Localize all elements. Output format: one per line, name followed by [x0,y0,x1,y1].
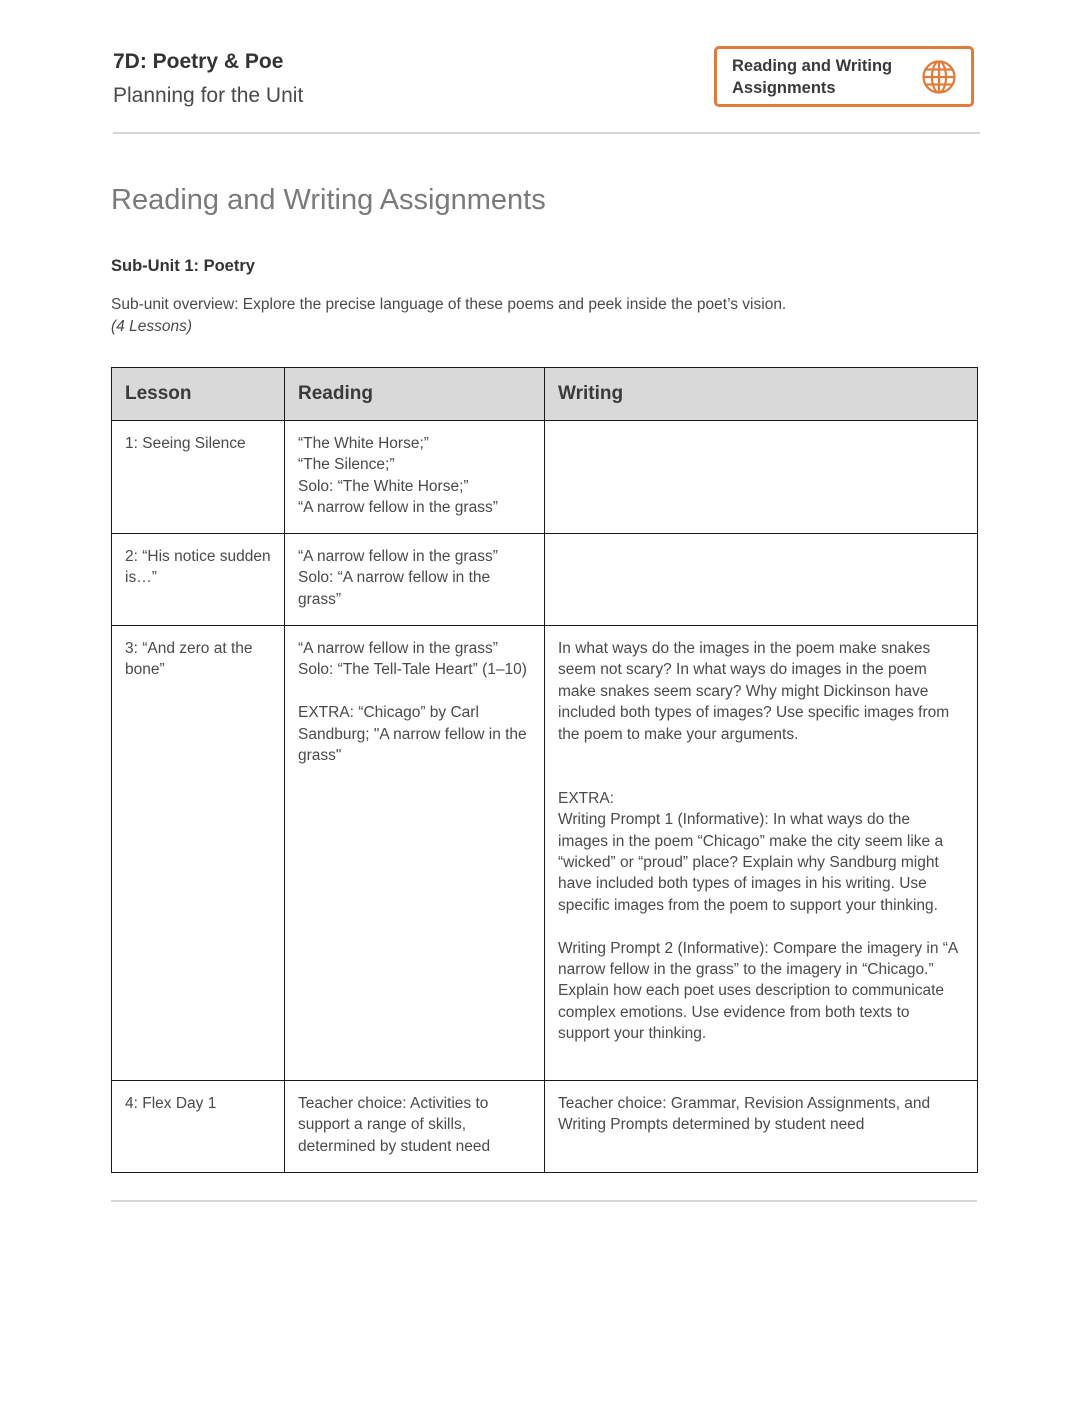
column-header-lesson: Lesson [112,368,285,421]
reading-item: EXTRA: “Chicago” by Carl Sandburg; "A narrow fellow in the grass" [298,704,531,765]
spacer [558,916,964,937]
reading-cell [285,534,545,626]
footer-divider [111,1200,977,1202]
reading-item: “A narrow fellow in the grass” [298,640,498,657]
reading-cell [285,626,545,1081]
table-row [112,421,978,534]
lesson-cell [112,626,285,1081]
reading-item: “The Silence;” [298,456,395,474]
unit-subtitle: Planning for the Unit [113,84,304,107]
globe-icon [921,59,957,95]
writing-cell [545,534,978,626]
reading-item: Solo: “The White Horse;” [298,477,469,495]
reading-item: Solo: “The Tell-Tale Heart” (1–10) [298,661,527,679]
page-title: Reading and Writing Assignments [111,184,546,216]
header-divider [113,132,980,134]
lessons-count: (4 Lessons) [111,318,192,335]
reading-item: Solo: “A narrow fellow in the grass” [298,569,495,608]
writing-cell [545,1081,978,1173]
lesson-name: 4: Flex Day 1 [125,1095,217,1112]
reading-item: “A narrow fellow in the grass” [298,548,498,565]
spacer [298,681,531,702]
reading-cell [285,421,545,534]
unit-title: 7D: Poetry & Poe [113,50,284,73]
lesson-name: 3: “And zero at the bone” [125,640,257,679]
table-header-row [112,368,978,421]
section-badge [714,46,974,107]
section-badge-label: Reading and Writing Assignments [732,56,893,97]
lesson-cell [112,1081,285,1173]
column-header-reading: Reading [285,368,545,421]
lesson-cell [112,421,285,534]
lesson-name: 2: “His notice sudden is…” [125,548,275,587]
writing-cell [545,626,978,1081]
writing-prompt: In what ways do the images in the poem make snakes seem not scary? In what ways do images in the poem make snakes seem scary? Why might Dickinson have included both types of images? Use specific images from the poem to make your arguments. [558,640,954,743]
lesson-cell [112,534,285,626]
lesson-name: 1: Seeing Silence [125,435,246,452]
writing-prompt: Teacher choice: Grammar, Revision Assignments, and Writing Prompts determined by student need [558,1095,935,1134]
reading-cell [285,1081,545,1173]
writing-extra-label: EXTRA: [558,789,614,807]
table-row [112,1081,978,1173]
writing-prompt: Writing Prompt 2 (Informative): Compare the imagery in “A narrow fellow in the grass” to the imagery in “Chicago.” Explain how each poet uses description to communicate complex emotions. Use evidence from both texts to support your thinking. [558,939,962,1043]
column-header-writing: Writing [545,368,978,421]
reading-item: Teacher choice: Activities to support a range of skills, determined by student need [298,1095,493,1155]
subunit-overview: Sub-unit overview: Explore the precise language of these poems and peek inside the poet’s vision. [111,296,787,313]
writing-prompt: Writing Prompt 1 (Informative): In what ways do the images in the poem “Chicago” make the city seem like a “wicked” or “proud” place? Explain why Sandburg might have included both types of images in his writing. Use specific images from the poem to support your thinking. [558,811,948,914]
subunit-heading: Sub-Unit 1: Poetry [111,257,255,275]
spacer [558,745,964,788]
reading-item: “A narrow fellow in the grass” [298,499,498,517]
reading-item: “The White Horse;” [298,435,429,452]
table-row [112,534,978,626]
assignments-table [111,367,978,1173]
table-row [112,626,978,1081]
writing-cell [545,421,978,534]
